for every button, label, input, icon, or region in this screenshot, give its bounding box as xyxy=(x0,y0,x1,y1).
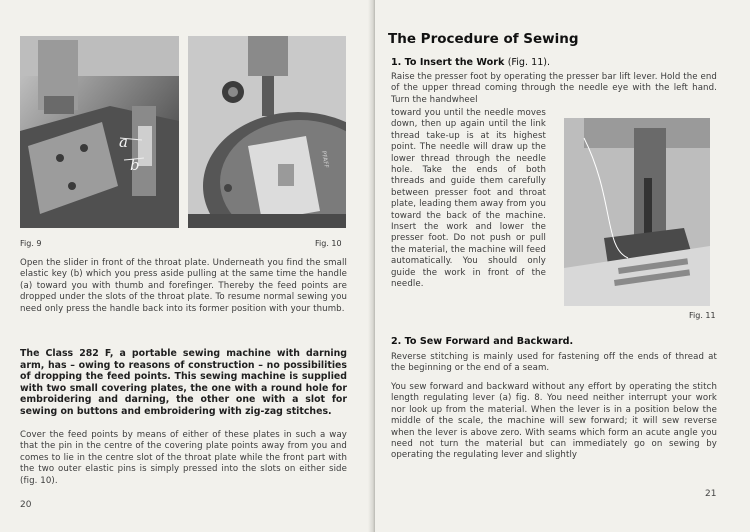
section-2-paragraph-2: You sew forward and backward without any effort by operating the stitch length regulating lever (a) fig. 8. You need neither interrupt your work nor look up from the material. When the lever is in a position below the middle of the scale, the machine will sew forward; it will sew reverse when the lever is above zero. With seams which form an acute angle you need not turn the material but can immediately go on sewing by operating the regulating lever and slightly xyxy=(391,382,717,461)
figure-9-photo xyxy=(20,36,179,228)
section-2-heading: 2. To Sew Forward and Backward. xyxy=(391,336,574,347)
figure-10-caption: Fig. 10 xyxy=(315,239,342,248)
section-1-figure-ref: (Fig. 11). xyxy=(507,57,551,68)
page-number-left: 20 xyxy=(20,500,32,510)
page-title: The Procedure of Sewing xyxy=(388,31,579,47)
figure-11-photo xyxy=(564,118,710,306)
page-number-right: 21 xyxy=(705,489,717,499)
left-paragraph-2: Cover the feed points by means of either of these plates in such a way that the pin in the centre of the covering plate points away from you and comes to lie in the centre slot of the throat plate while the front part with the two outer elastic pins is simply pressed into the slots on either side (fig. 10). xyxy=(20,430,347,486)
figure-9-label-a: a xyxy=(119,133,128,151)
figure-10-plate-text: PFAFF xyxy=(319,150,330,169)
section-1-column: toward you until the needle moves down, then up again until the link thread take-up is at its highest point. The needle will draw up the lower thread through the needle hole. Take the ends of both threads and guide them carefully between presser foot and throat plate, leading them away from you toward the back of the machine. Insert the work and lower the presser foot. Do not push or pull the material, the machine will feed automatically. You should only guide the work in front of the needle. xyxy=(391,108,546,290)
section-1-heading xyxy=(391,57,550,68)
right-page xyxy=(375,0,750,532)
figure-9-caption: Fig. 9 xyxy=(20,239,42,248)
figure-9-label-b: b xyxy=(130,156,140,174)
left-page xyxy=(0,0,372,532)
section-1-heading-text: 1. To Insert the Work xyxy=(391,57,505,68)
section-2-paragraph-1: Reverse stitching is mainly used for fastening off the ends of thread at the beginning or the end of a seam. xyxy=(391,352,717,374)
left-bold-paragraph: The Class 282 F, a portable sewing machine with darning arm, has – owing to reasons of construction – no possibilities of dropping the feed points. This sewing machine is supplied with two small covering plates, the one with a round hole for embroidering and darning, the other one with a slot for sewing on buttons and embroidering with zig-zag stitches. xyxy=(20,348,347,417)
figure-11-caption: Fig. 11 xyxy=(689,311,716,320)
section-1-intro: Raise the presser foot by operating the presser bar lift lever. Hold the end of the upper thread coming through the needle eye with the left hand. Turn the handwheel xyxy=(391,72,717,105)
left-paragraph-1: Open the slider in front of the throat plate. Underneath you find the small elastic key (b) which you press aside pulling at the same time the handle (a) toward you with thumb and forefinger. Thereby the feed points are dropped under the slots of the throat plate. To resume normal sewing you need only press the handle back into its former position with your thumb. xyxy=(20,258,347,314)
figure-10-photo xyxy=(188,36,346,228)
